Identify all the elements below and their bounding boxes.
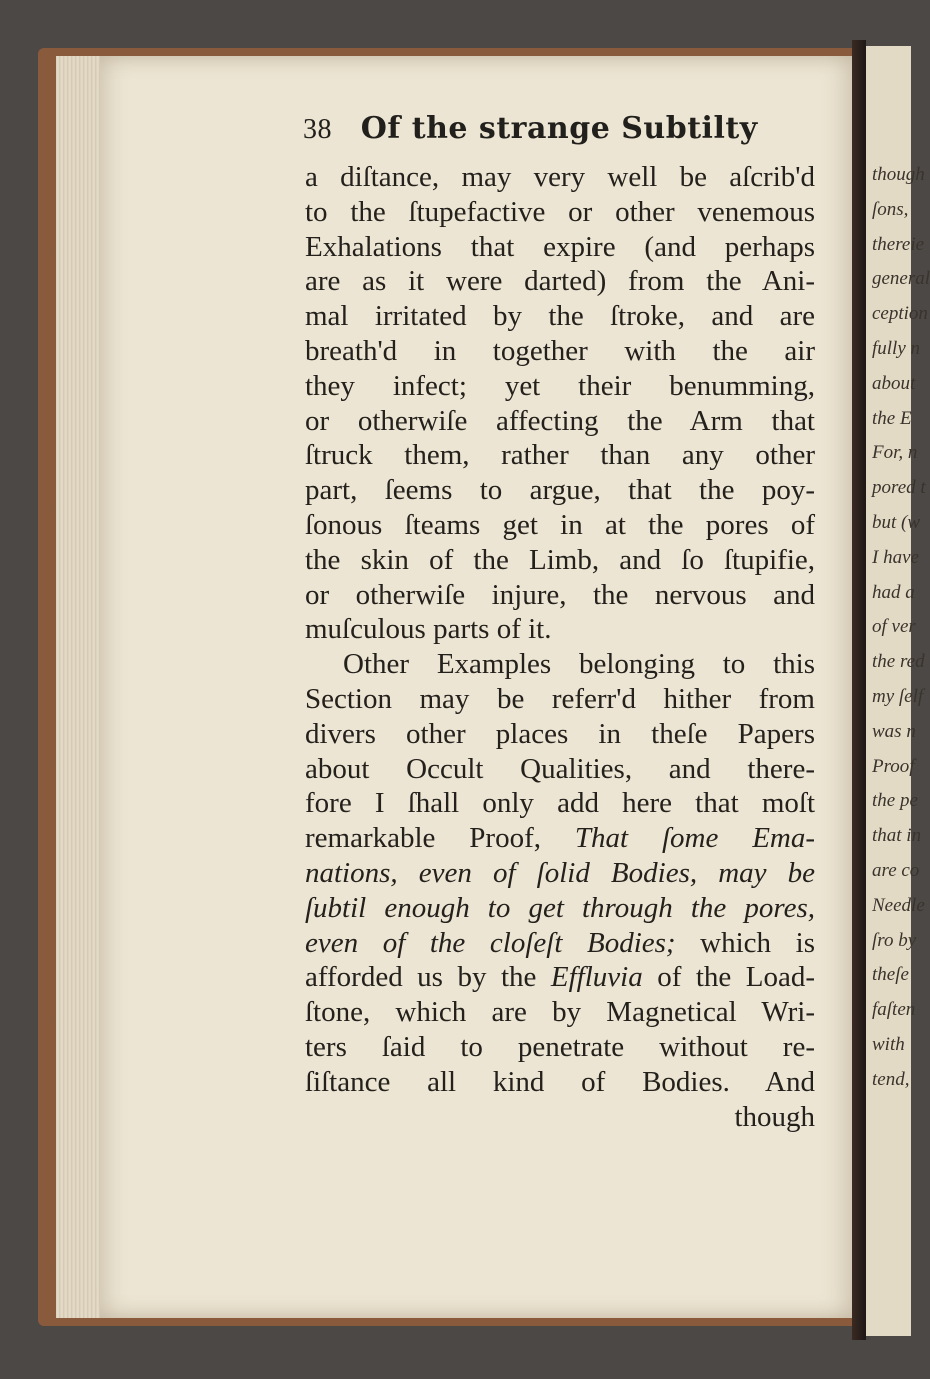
text-line: they infect; yet their benumming, bbox=[305, 369, 815, 402]
page-header bbox=[303, 110, 758, 154]
italic-run: even of the cloſeſt Bodies; bbox=[305, 926, 701, 959]
italic-run: nations, even of ſolid Bodies, may be bbox=[305, 856, 815, 889]
running-title: Of the strange Subtilty bbox=[360, 111, 758, 146]
facing-page-fragment: the pe bbox=[872, 790, 918, 812]
facing-page-fragment: my ſelf bbox=[872, 686, 924, 707]
facing-page-fragment: I have bbox=[872, 546, 919, 568]
page-number: 38 bbox=[303, 114, 332, 145]
facing-page-fragment: had a bbox=[872, 581, 915, 603]
body-text bbox=[305, 160, 815, 1134]
facing-page-fragment: general bbox=[872, 268, 930, 290]
text-line: the skin of the Limb, and ſo ſtupifie, bbox=[305, 543, 815, 576]
text-line: a diſtance, may very well be aſcrib'd bbox=[305, 161, 815, 193]
text-line: muſculous parts of it. bbox=[305, 613, 552, 646]
text-line: or otherwiſe affecting the Arm that bbox=[305, 404, 815, 437]
text-line bbox=[305, 891, 815, 926]
facing-page-fragment: faſten bbox=[872, 999, 916, 1021]
text-line bbox=[305, 821, 815, 856]
book-gutter bbox=[852, 40, 866, 1340]
facing-page-fragment: the E bbox=[872, 407, 912, 429]
text-line: Exhalations that expire (and perhaps bbox=[305, 230, 815, 263]
facing-page-fragment: fully n bbox=[872, 338, 921, 359]
facing-page-fragment: ſons, bbox=[872, 198, 909, 220]
text-line: ſiſtance all kind of Bodies. And bbox=[305, 1065, 815, 1098]
text-run: remarkable Proof, bbox=[305, 822, 575, 855]
facing-page-fragment: that in bbox=[872, 825, 922, 847]
facing-page-fragment: the red bbox=[872, 651, 925, 673]
facing-page-fragment: ception bbox=[872, 303, 928, 325]
text-line: to the ſtupefactive or other venemous bbox=[305, 195, 815, 228]
catchword: though bbox=[734, 1100, 815, 1133]
text-line: breath'd in together with the air bbox=[305, 334, 815, 367]
text-line: mal irritated by the ſtroke, and are bbox=[305, 300, 815, 333]
text-run: which is bbox=[700, 926, 815, 959]
text-run: of the Load- bbox=[642, 961, 815, 994]
facing-page-fragment: Proof bbox=[872, 755, 915, 777]
text-line: divers other places in theſe Papers bbox=[305, 717, 815, 750]
facing-page-fragment: about bbox=[872, 372, 916, 394]
text-line: ters ſaid to penetrate without re- bbox=[305, 1030, 815, 1063]
facing-page-fragment: was n bbox=[872, 720, 916, 742]
text-run: afforded us by the bbox=[305, 961, 551, 994]
text-line: about Occult Qualities, and there- bbox=[305, 752, 815, 785]
text-line bbox=[305, 960, 815, 995]
facing-page bbox=[866, 46, 930, 1336]
text-line: ſonous ſteams get in at the pores of bbox=[305, 508, 815, 541]
facing-page-fragment: pored t bbox=[872, 477, 926, 499]
text-line: Other Examples belonging to this bbox=[343, 648, 815, 681]
facing-page-fragment: tend, bbox=[872, 1068, 910, 1090]
text-line: or otherwiſe injure, the nervous and bbox=[305, 578, 815, 611]
facing-page-fragment: ſro by bbox=[872, 929, 917, 951]
text-line: part, ſeems to argue, that the poy- bbox=[305, 474, 815, 507]
facing-page-fragment: of ver bbox=[872, 616, 916, 638]
italic-run: ſubtil enough to get through the pores, bbox=[305, 891, 815, 924]
text-line bbox=[305, 856, 815, 891]
text-line: Section may be referr'd hither from bbox=[305, 682, 815, 715]
facing-page-fragment: Needle bbox=[872, 894, 925, 916]
facing-page-fragment: though bbox=[872, 164, 925, 185]
facing-page-fragment: For, n bbox=[872, 442, 918, 464]
text-line bbox=[305, 926, 815, 961]
text-line: are as it were darted) from the Ani- bbox=[305, 265, 815, 298]
facing-page-fragment: theſe bbox=[872, 964, 909, 986]
text-line: ſtone, which are by Magnetical Wri- bbox=[305, 996, 815, 1029]
facing-page-fragment: are co bbox=[872, 860, 920, 881]
facing-page-fragment: thereie bbox=[872, 233, 925, 255]
italic-run: That ſome Ema- bbox=[574, 822, 816, 855]
facing-page-fragment: with bbox=[872, 1034, 905, 1055]
facing-page-fragment: but (w bbox=[872, 512, 921, 533]
text-line: ſtruck them, rather than any other bbox=[305, 439, 815, 472]
italic-run: Effluvia bbox=[550, 961, 643, 994]
text-line: fore I ſhall only add here that moſt bbox=[305, 787, 815, 820]
